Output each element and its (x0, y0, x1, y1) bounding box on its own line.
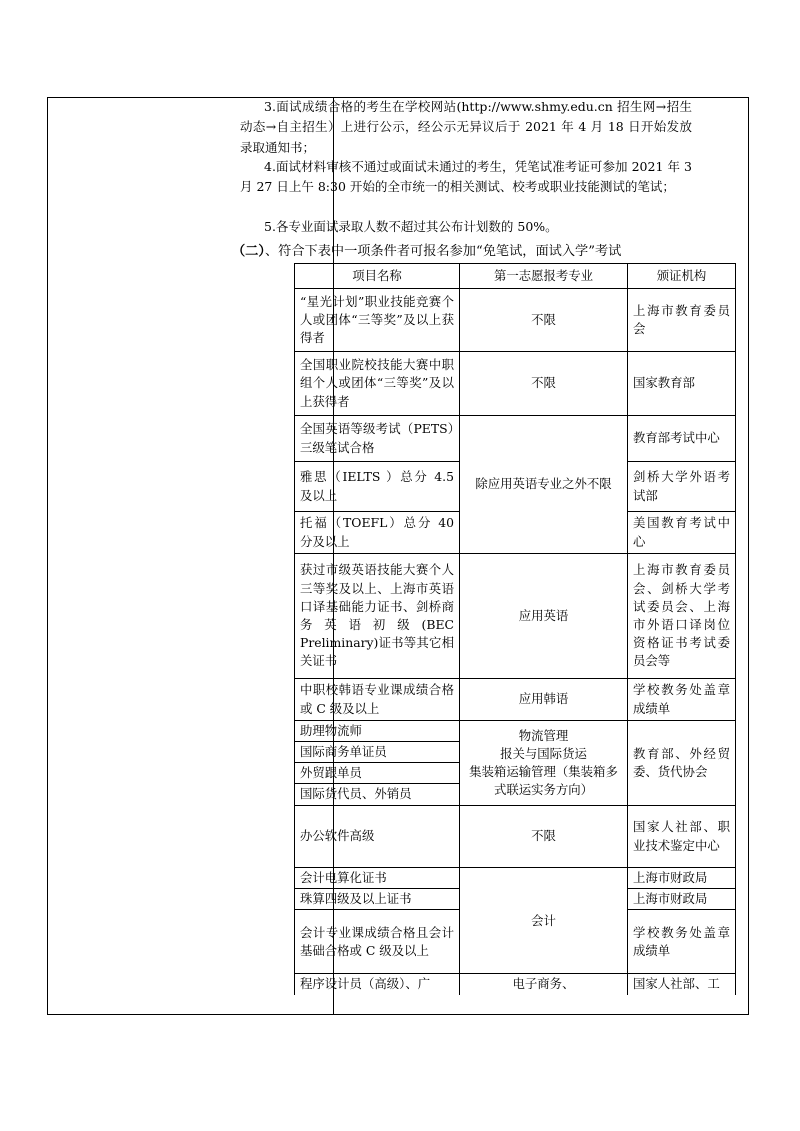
paragraph-3: 3.面试成绩合格的考生在学校网站(http://www.shmy.edu.cn 招生网→招生动态→自主招生）上进行公示，经公示无异议后于 2021 年 4 月 18 日开始发放录取通知书； (240, 99, 692, 155)
table-row (295, 289, 736, 352)
cell-major: 应用英语 (460, 554, 628, 679)
subheading-text: 、符合下表中一项条件者可报名参加“免笔试，面试入学”考试 (264, 244, 622, 259)
cell-issuer: 国家教育部 (628, 352, 736, 416)
subheading-number: （二） (232, 244, 265, 259)
cell-major: 应用韩语 (460, 679, 628, 721)
cell-issuer: 教育部、外经贸委、货代协会 (628, 721, 736, 806)
cell-major: 电子商务、 (460, 974, 628, 995)
section-subheading (232, 242, 694, 262)
table-row (295, 679, 736, 721)
cell-item: 珠算四级及以上证书 (295, 889, 460, 910)
cell-item: 全国职业院校技能大赛中职组个人或团体“三等奖”及以上获得者 (295, 352, 460, 416)
cell-item: 国际商务单证员 (295, 742, 460, 763)
cell-major: 会计 (460, 868, 628, 974)
table-row (295, 721, 736, 742)
header-item-name: 项目名称 (295, 264, 460, 289)
table-row (295, 806, 736, 868)
cell-item: 中职校韩语专业课成绩合格或 C 级及以上 (295, 679, 460, 721)
cell-item: 获过市级英语技能大赛个人三等奖及以上、上海市英语口译基础能力证书、剑桥商务英语初级(BEC Preliminary)证书等其它相关证书 (295, 554, 460, 679)
cell-item: 托福（TOEFL）总分 40 分及以上 (295, 512, 460, 554)
table-header-row (295, 264, 736, 289)
cell-major: 物流管理 报关与国际货运 集装箱运输管理（集装箱多式联运实务方向） (460, 721, 628, 806)
cell-issuer: 上海市教育委员会、剑桥大学考试委员会、上海市外语口译岗位资格证书考试委员会等 (628, 554, 736, 679)
cell-major: 不限 (460, 289, 628, 352)
cell-item: 会计电算化证书 (295, 868, 460, 889)
cell-issuer: 美国教育考试中心 (628, 512, 736, 554)
cell-item: 助理物流师 (295, 721, 460, 742)
cell-item: 雅思（IELTS ）总分 4.5 及以上 (295, 462, 460, 512)
cell-major: 不限 (460, 806, 628, 868)
cell-item: 会计专业课成绩合格且会计基础合格或 C 级及以上 (295, 910, 460, 974)
cell-issuer: 国家人社部、职业技术鉴定中心 (628, 806, 736, 868)
table-row (295, 416, 736, 462)
cell-item: 国际货代员、外销员 (295, 784, 460, 806)
exemption-table (294, 263, 736, 995)
cell-major: 不限 (460, 352, 628, 416)
table-row (295, 974, 736, 995)
table-row (295, 352, 736, 416)
cell-item: 程序设计员（高级）、广 (295, 974, 460, 995)
cell-issuer: 教育部考试中心 (628, 416, 736, 462)
cell-issuer: 上海市财政局 (628, 889, 736, 910)
cell-item: 全国英语等级考试（PETS）三级笔试合格 (295, 416, 460, 462)
cell-issuer: 上海市财政局 (628, 868, 736, 889)
cell-major: 除应用英语专业之外不限 (460, 416, 628, 554)
table-row (295, 868, 736, 889)
cell-issuer: 上海市教育委员会 (628, 289, 736, 352)
cell-issuer: 剑桥大学外语考试部 (628, 462, 736, 512)
cell-issuer: 学校教务处盖章成绩单 (628, 679, 736, 721)
paragraph-4: 4.面试材料审核不通过或面试未通过的考生，凭笔试准考证可参加 2021 年 3 月 27 日上午 8:30 开始的全市统一的相关测试、校考或职业技能测试的笔试； (240, 159, 692, 195)
cell-issuer: 学校教务处盖章成绩单 (628, 910, 736, 974)
cell-item: 办公软件高级 (295, 806, 460, 868)
table-row (295, 554, 736, 679)
header-issuing-body: 颁证机构 (628, 264, 736, 289)
cell-issuer: 国家人社部、工 (628, 974, 736, 995)
paragraph-5: 5.各专业面试录取人数不超过其公布计划数的 50%。 (264, 219, 558, 234)
cell-item: 外贸跟单员 (295, 763, 460, 784)
cell-item: “星光计划”职业技能竞赛个人或团体“三等奖”及以上获得者 (295, 289, 460, 352)
header-first-choice-major: 第一志愿报考专业 (460, 264, 628, 289)
